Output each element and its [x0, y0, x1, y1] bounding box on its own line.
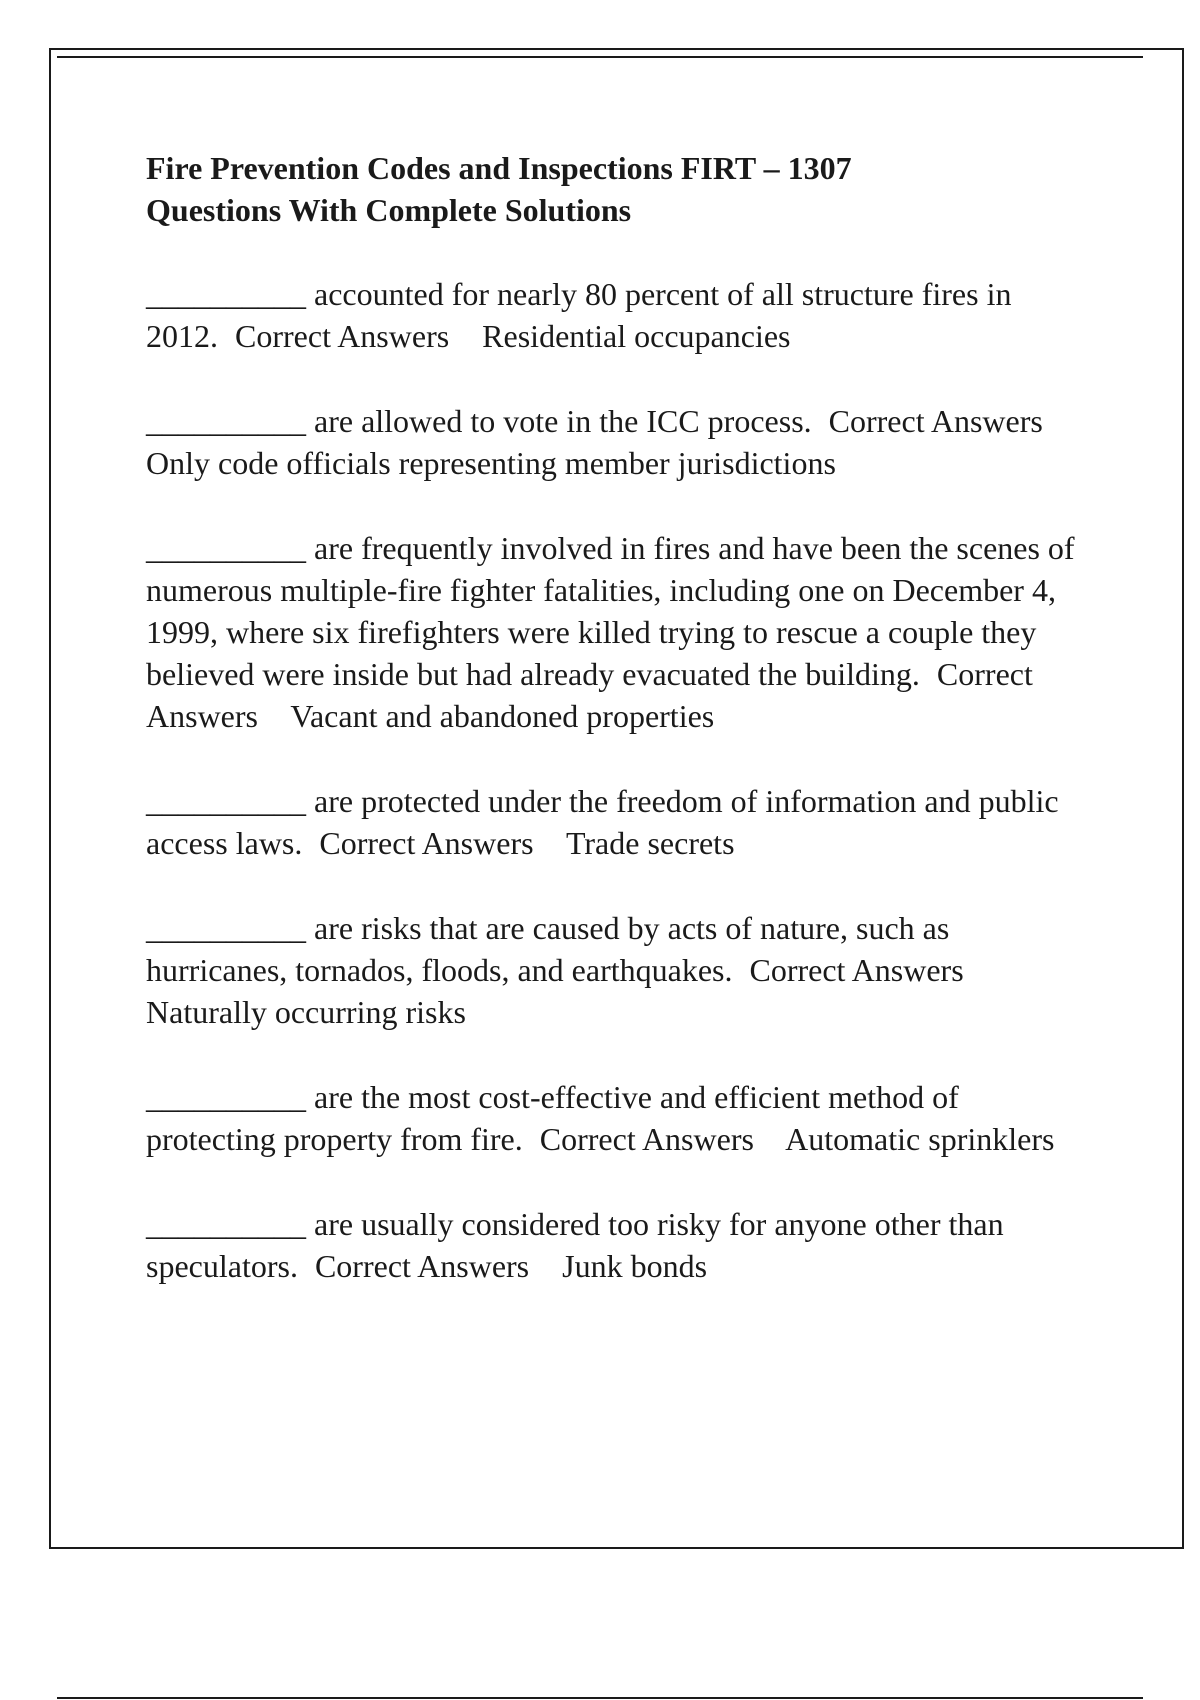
- question-text: __________ are frequently involved in fires and have been the scenes of numerous multiple-fire fighter fatalities, including one on December 4, 1999, where six firefighters were killed trying to rescue a couple they believed were inside but had already evacuated the building.: [146, 530, 1075, 692]
- answer-label: Correct Answers: [146, 656, 1033, 734]
- answer-label: Correct Answers: [235, 318, 450, 354]
- qa-item: [146, 527, 1086, 737]
- answer-text: Only code officials representing member jurisdictions: [146, 445, 836, 481]
- answer-label: Correct Answers: [314, 1248, 530, 1284]
- question-text: __________ accounted for nearly 80 percent of all structure fires in 2012.: [146, 276, 1012, 354]
- qa-item: [146, 400, 1086, 484]
- qa-item: [146, 1203, 1086, 1287]
- qa-item: [146, 273, 1086, 357]
- answer-text: Residential occupancies: [482, 318, 791, 354]
- answer-text: Vacant and abandoned properties: [290, 698, 715, 734]
- answer-text: Trade secrets: [565, 825, 735, 861]
- qa-item: [146, 1076, 1086, 1160]
- answer-text: Junk bonds: [562, 1248, 708, 1284]
- answer-text: Naturally occurring risks: [146, 994, 466, 1030]
- question-text: __________ are protected under the freedom of information and public access laws.: [146, 783, 1059, 861]
- answer-label: Correct Answers: [319, 825, 534, 861]
- document-body: [146, 147, 1086, 1330]
- footer-rule: [57, 1697, 1143, 1699]
- question-text: __________ are usually considered too risky for anyone other than speculators.: [146, 1206, 1004, 1284]
- answer-text: Automatic sprinklers: [785, 1121, 1055, 1157]
- question-text: __________ are risks that are caused by acts of nature, such as hurricanes, tornados, floods, and earthquakes.: [146, 910, 950, 988]
- header-rule: [57, 56, 1143, 58]
- qa-item: [146, 907, 1086, 1033]
- title-line-2: Questions With Complete Solutions: [146, 192, 632, 228]
- title-line-1: Fire Prevention Codes and Inspections FIRT – 1307: [146, 150, 852, 186]
- answer-label: Correct Answers: [539, 1121, 754, 1157]
- document-title: [146, 147, 1086, 231]
- answer-label: Correct Answers: [749, 952, 964, 988]
- qa-item: [146, 780, 1086, 864]
- question-text: __________ are allowed to vote in the ICC process.: [146, 403, 812, 439]
- answer-label: Correct Answers: [828, 403, 1043, 439]
- question-text: __________ are the most cost-effective and efficient method of protecting property from fire.: [146, 1079, 959, 1157]
